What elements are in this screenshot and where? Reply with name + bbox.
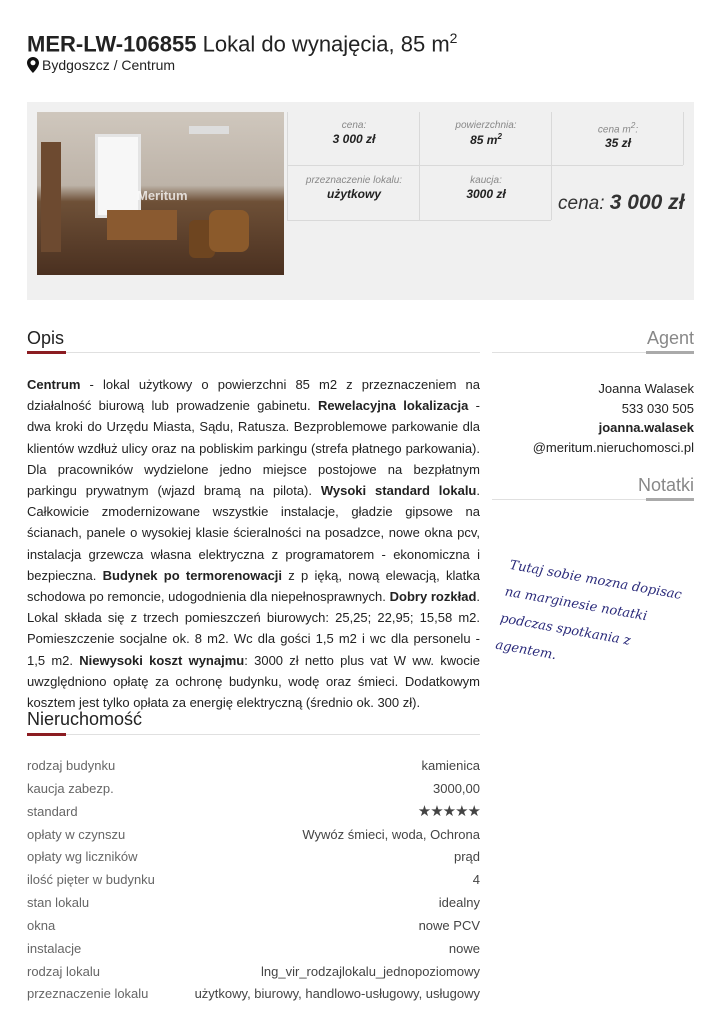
- row-label: rodzaj lokalu: [27, 963, 100, 979]
- table-row: [27, 915, 480, 938]
- row-value: idealny: [438, 895, 480, 911]
- table-row: [27, 869, 480, 892]
- section-title-notatki: Notatki: [637, 475, 694, 495]
- table-row: [27, 846, 480, 869]
- description-highlight: Wysoki standard lokalu: [320, 483, 477, 499]
- purpose-cell: [289, 175, 419, 201]
- area-value: 85 $m^2$: [470, 132, 502, 147]
- location-text: Bydgoszcz / Centrum: [42, 57, 176, 73]
- deposit-label: kaucja:: [470, 175, 502, 186]
- agent-email-domain[interactable]: @meritum.nieruchomosci.pl: [532, 439, 694, 455]
- price-value: 3 000 zł: [332, 132, 376, 146]
- section-divider: [27, 352, 480, 353]
- section-accent: [27, 733, 66, 736]
- grid-line: [551, 112, 552, 220]
- price-cell: [289, 120, 419, 146]
- row-value: kamienica: [421, 758, 480, 773]
- big-price: [558, 191, 685, 215]
- map-pin-icon: [27, 57, 39, 73]
- title-sup: 2: [449, 30, 458, 46]
- description-highlight: Budynek po termorenowacji: [102, 567, 283, 583]
- row-value: 3000,00: [433, 780, 480, 796]
- area-label: powierzchnia:: [455, 120, 517, 131]
- star-icon: ★: [455, 802, 468, 820]
- property-table: [27, 755, 480, 1006]
- description-highlight: Niewysoki koszt wynajmu: [79, 652, 245, 668]
- location: [27, 57, 175, 73]
- grid-line: [419, 112, 420, 220]
- deposit-cell: [421, 175, 551, 201]
- photo-watermark: Meritum: [137, 188, 188, 203]
- table-row: [27, 755, 480, 778]
- area-cell: [421, 120, 551, 147]
- row-label: instalacje: [27, 940, 82, 956]
- offer-code: MER-LW-106855: [27, 31, 197, 57]
- description-segment: . Lokal składa się z trzech pomieszczeń biurowych: 25,25; 22,95; 15,58 m2. Pomieszczenie socjalne ok. 8 m2. Wc dla gości 1,5 m2 i wc dla personelu - 1,5 m2.: [27, 589, 481, 668]
- table-row: [27, 983, 480, 1006]
- row-label: rodzaj budynku: [27, 758, 116, 773]
- row-label: opłaty wg liczników: [27, 849, 138, 865]
- offer-title: Lokal do wynajęcia, 85 m: [202, 31, 450, 57]
- agent-info: [533, 379, 694, 457]
- row-value: nowe PCV: [418, 917, 480, 933]
- description-highlight: Dobry rozkład: [389, 589, 477, 605]
- row-label: opłaty w czynszu: [27, 826, 126, 842]
- agent-name: Joanna Walasek: [598, 381, 694, 396]
- table-row: [27, 961, 480, 984]
- description-highlight: Rewelacyjna lokalizacja: [317, 398, 469, 414]
- big-price-label: cena:: [558, 193, 605, 214]
- row-value: użytkowy, biurowy, handlowo-usługowy, usługowy: [194, 986, 480, 1002]
- row-value: lng_vir_rodzajlokalu_jednopoziomowy: [261, 963, 480, 979]
- price-per-m2-cell: [553, 120, 683, 150]
- big-price-value: 3 000 zł: [609, 191, 685, 214]
- price-label: cena:: [341, 120, 367, 131]
- section-title-agent: Agent: [646, 328, 694, 348]
- description-highlight: Centrum: [27, 377, 81, 392]
- section-title-opis: Opis: [27, 328, 65, 348]
- section-accent: [646, 498, 694, 501]
- handwritten-note: Tutaj sobie mozna dopisac na marginesie notatki podczas spotkania z agentem.: [494, 557, 683, 664]
- description-segment: . Całkowicie zmodernizowane wszystkie instalacje, gładzie gipsowe na ścianach, panele o wysokiej klasie ścieralności na posadzce, nowe okna pcv, instalacja grzewcza własna elektryczna z programatorem - ekonomiczna i bezpieczna.: [27, 483, 480, 583]
- table-row: [27, 938, 480, 961]
- grid-line: [287, 165, 683, 166]
- table-row: [27, 801, 480, 824]
- section-divider: [27, 734, 480, 735]
- property-photo[interactable]: [37, 112, 284, 275]
- section-title-nieruchomosc: Nieruchomość: [27, 709, 143, 729]
- description-text: [27, 374, 480, 713]
- row-label: standard: [27, 803, 78, 819]
- row-label: przeznaczenie lokalu: [27, 986, 149, 1002]
- star-icon: ★: [467, 802, 480, 820]
- table-row: [27, 892, 480, 915]
- star-icon: ★: [430, 802, 443, 820]
- description-segment: : 3000 zł netto plus vat W ww. kwocie uwzględniono opłatę za ochronę budynku, wodę oraz śmieci. Dodatkowym kosztem jest tylko opłata za energię elektryczną (średnio ok. 300 zł).: [27, 652, 480, 711]
- star-rating: [418, 801, 480, 824]
- row-label: okna: [27, 917, 56, 933]
- description-segment: - lokal użytkowy o powierzchni 85 m2 z przeznaczeniem na działalność biurową lub prowadzenie gabinetu.: [27, 377, 480, 414]
- row-value: prąd: [453, 849, 480, 865]
- star-icon: ★: [417, 802, 431, 820]
- table-row: [27, 778, 480, 801]
- row-value: nowe: [448, 940, 480, 956]
- purpose-label: przeznaczenie lokalu:: [305, 175, 403, 186]
- row-value: 4: [472, 872, 480, 888]
- section-accent: [27, 351, 66, 354]
- section-accent: [646, 351, 694, 354]
- agent-email-user[interactable]: joanna.walasek: [598, 420, 694, 435]
- table-row: [27, 824, 480, 847]
- price-per-m2-label: cena $m^2$:: [597, 120, 639, 136]
- price-per-m2-value: 35 zł: [604, 136, 631, 151]
- grid-line: [287, 112, 288, 220]
- description-segment: z p ięką, nową elewacją, klatka schodowa po remoncie, udogodnienia dla niepełnosprawnych.: [27, 567, 480, 605]
- star-icon: ★: [442, 802, 456, 820]
- row-label: ilość pięter w budynku: [27, 872, 155, 888]
- description-segment: - dwa kroki do Urzędu Miasta, Sądu, Ratusza. Bezproblemowe parkowanie dla klientów wzdłuż ulicy oraz na pobliskim parkingu (strefa płatnego parkowania). Dla pracowników wydzielone jedno miejsce postojowe na bezpłatnym parkingu prywatnym (wjazd bramą na pilota).: [27, 398, 480, 499]
- page-title: [27, 30, 457, 57]
- row-label: kaucja zabezp.: [27, 780, 114, 796]
- agent-phone[interactable]: 533 030 505: [621, 400, 694, 416]
- row-label: stan lokalu: [27, 895, 90, 911]
- grid-line: [287, 220, 551, 221]
- row-value: Wywóz śmieci, woda, Ochrona: [302, 826, 480, 842]
- deposit-value: 3000 zł: [466, 187, 506, 201]
- purpose-value: użytkowy: [326, 187, 381, 201]
- grid-line: [683, 112, 684, 165]
